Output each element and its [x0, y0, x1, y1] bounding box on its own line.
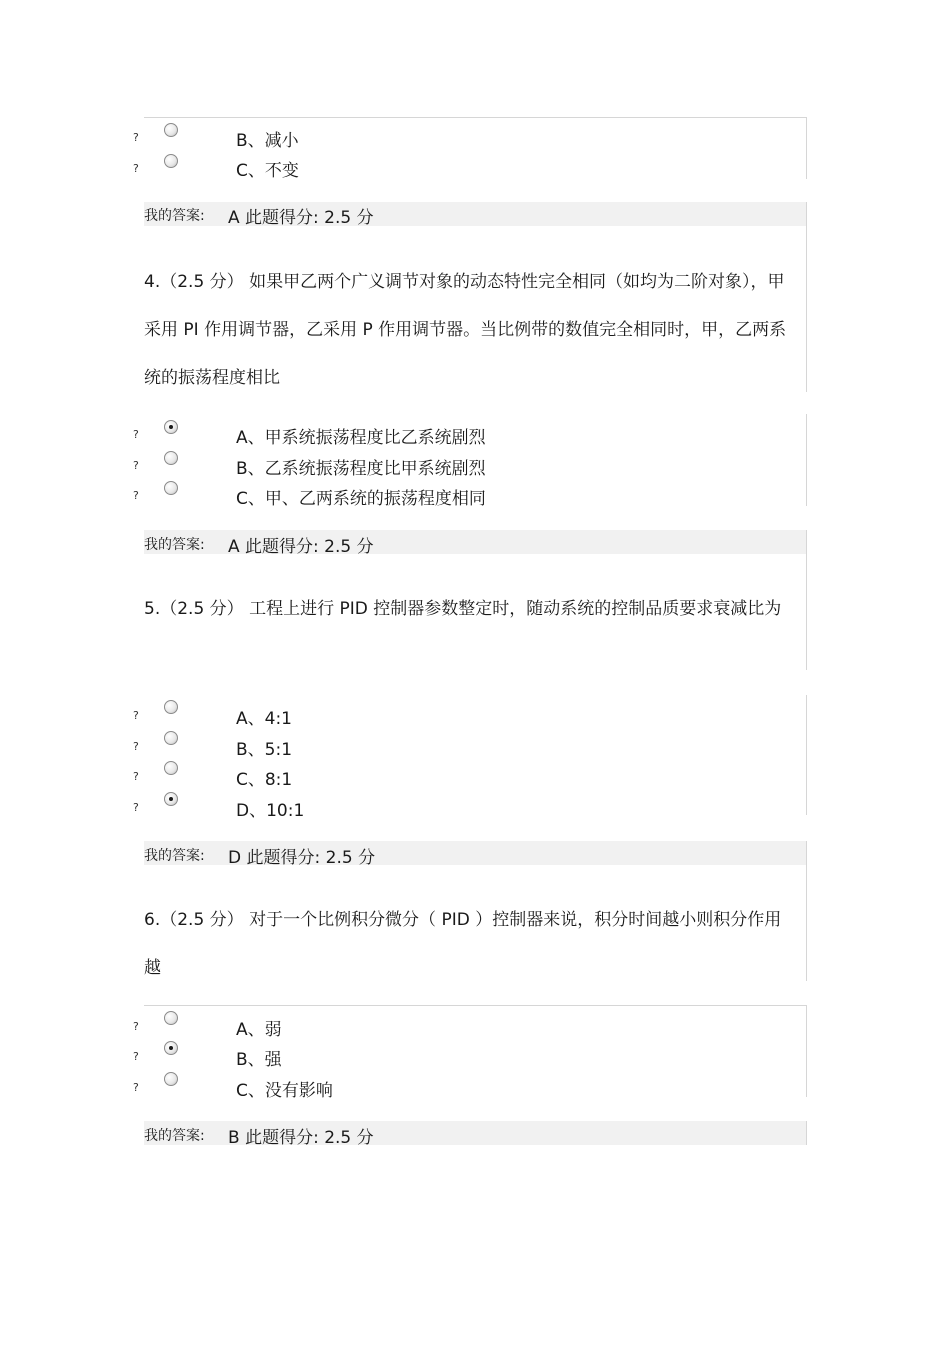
- option-marker: ?: [133, 428, 139, 441]
- option-label: A、4:1: [236, 709, 292, 729]
- question-frame-right: [806, 226, 807, 392]
- option-label: C、8:1: [236, 770, 293, 790]
- option-marker: ?: [133, 131, 139, 144]
- option-label: B、减小: [236, 131, 299, 151]
- radio-option-a[interactable]: [164, 700, 178, 714]
- option-marker: ?: [133, 770, 139, 783]
- question-text: 5.（2.5 分） 工程上进行 PID 控制器参数整定时，随动系统的控制品质要求衰减比为: [144, 599, 782, 619]
- option-label: C、不变: [236, 161, 299, 181]
- my-answer-label: 我的答案:: [144, 848, 205, 864]
- options-frame-right: [806, 117, 807, 179]
- option-label: B、5:1: [236, 740, 293, 760]
- options-frame-right: [806, 1005, 807, 1097]
- option-marker: ?: [133, 709, 139, 722]
- answer-bar-right: [806, 1121, 807, 1145]
- option-marker: ?: [133, 1020, 139, 1033]
- answer-score: A 此题得分: 2.5 分: [228, 208, 374, 228]
- answer-score: A 此题得分: 2.5 分: [228, 537, 374, 557]
- radio-option-a[interactable]: [164, 420, 178, 434]
- option-label: C、没有影响: [236, 1081, 333, 1101]
- answer-score: B 此题得分: 2.5 分: [228, 1128, 374, 1148]
- radio-option-b[interactable]: [164, 451, 178, 465]
- radio-option-b[interactable]: [164, 1041, 178, 1055]
- radio-option-c[interactable]: [164, 481, 178, 495]
- radio-option-a[interactable]: [164, 1011, 178, 1025]
- question-frame-right: [806, 554, 807, 670]
- option-marker: ?: [133, 489, 139, 502]
- option-label: C、甲、乙两系统的振荡程度相同: [236, 489, 486, 509]
- radio-option-c[interactable]: [164, 154, 178, 168]
- my-answer-label: 我的答案:: [144, 1128, 205, 1144]
- answer-bar-right: [806, 530, 807, 554]
- question-text: 6.（2.5 分） 对于一个比例积分微分（ PID ）控制器来说，积分时间越小则积分作用越: [144, 910, 782, 978]
- option-marker: ?: [133, 459, 139, 472]
- question-text: 4.（2.5 分） 如果甲乙两个广义调节对象的动态特性完全相同（如均为二阶对象），甲采用 PI 作用调节器，乙采用 P 作用调节器。当比例带的数值完全相同时，甲，乙两系统的振荡程度相比: [144, 272, 787, 388]
- option-marker: ?: [133, 1081, 139, 1094]
- option-label: B、强: [236, 1050, 282, 1070]
- options-frame-top: [144, 117, 806, 118]
- option-marker: ?: [133, 740, 139, 753]
- answer-score: D 此题得分: 2.5 分: [228, 848, 376, 868]
- my-answer-label: 我的答案:: [144, 208, 205, 224]
- option-label: D、10:1: [236, 801, 305, 821]
- option-label: B、乙系统振荡程度比甲系统剧烈: [236, 459, 486, 479]
- radio-option-c[interactable]: [164, 1072, 178, 1086]
- answer-bar-right: [806, 202, 807, 226]
- my-answer-label: 我的答案:: [144, 537, 205, 553]
- option-marker: ?: [133, 801, 139, 814]
- options-frame-right: [806, 414, 807, 506]
- option-label: A、弱: [236, 1020, 282, 1040]
- radio-option-d[interactable]: [164, 792, 178, 806]
- question-frame-right: [806, 865, 807, 981]
- options-frame-right: [806, 695, 807, 815]
- radio-option-c[interactable]: [164, 761, 178, 775]
- radio-option-b[interactable]: [164, 731, 178, 745]
- option-marker: ?: [133, 162, 139, 175]
- options-frame-top: [144, 1005, 806, 1006]
- radio-option-b[interactable]: [164, 123, 178, 137]
- option-label: A、甲系统振荡程度比乙系统剧烈: [236, 428, 486, 448]
- option-marker: ?: [133, 1050, 139, 1063]
- answer-bar-right: [806, 841, 807, 865]
